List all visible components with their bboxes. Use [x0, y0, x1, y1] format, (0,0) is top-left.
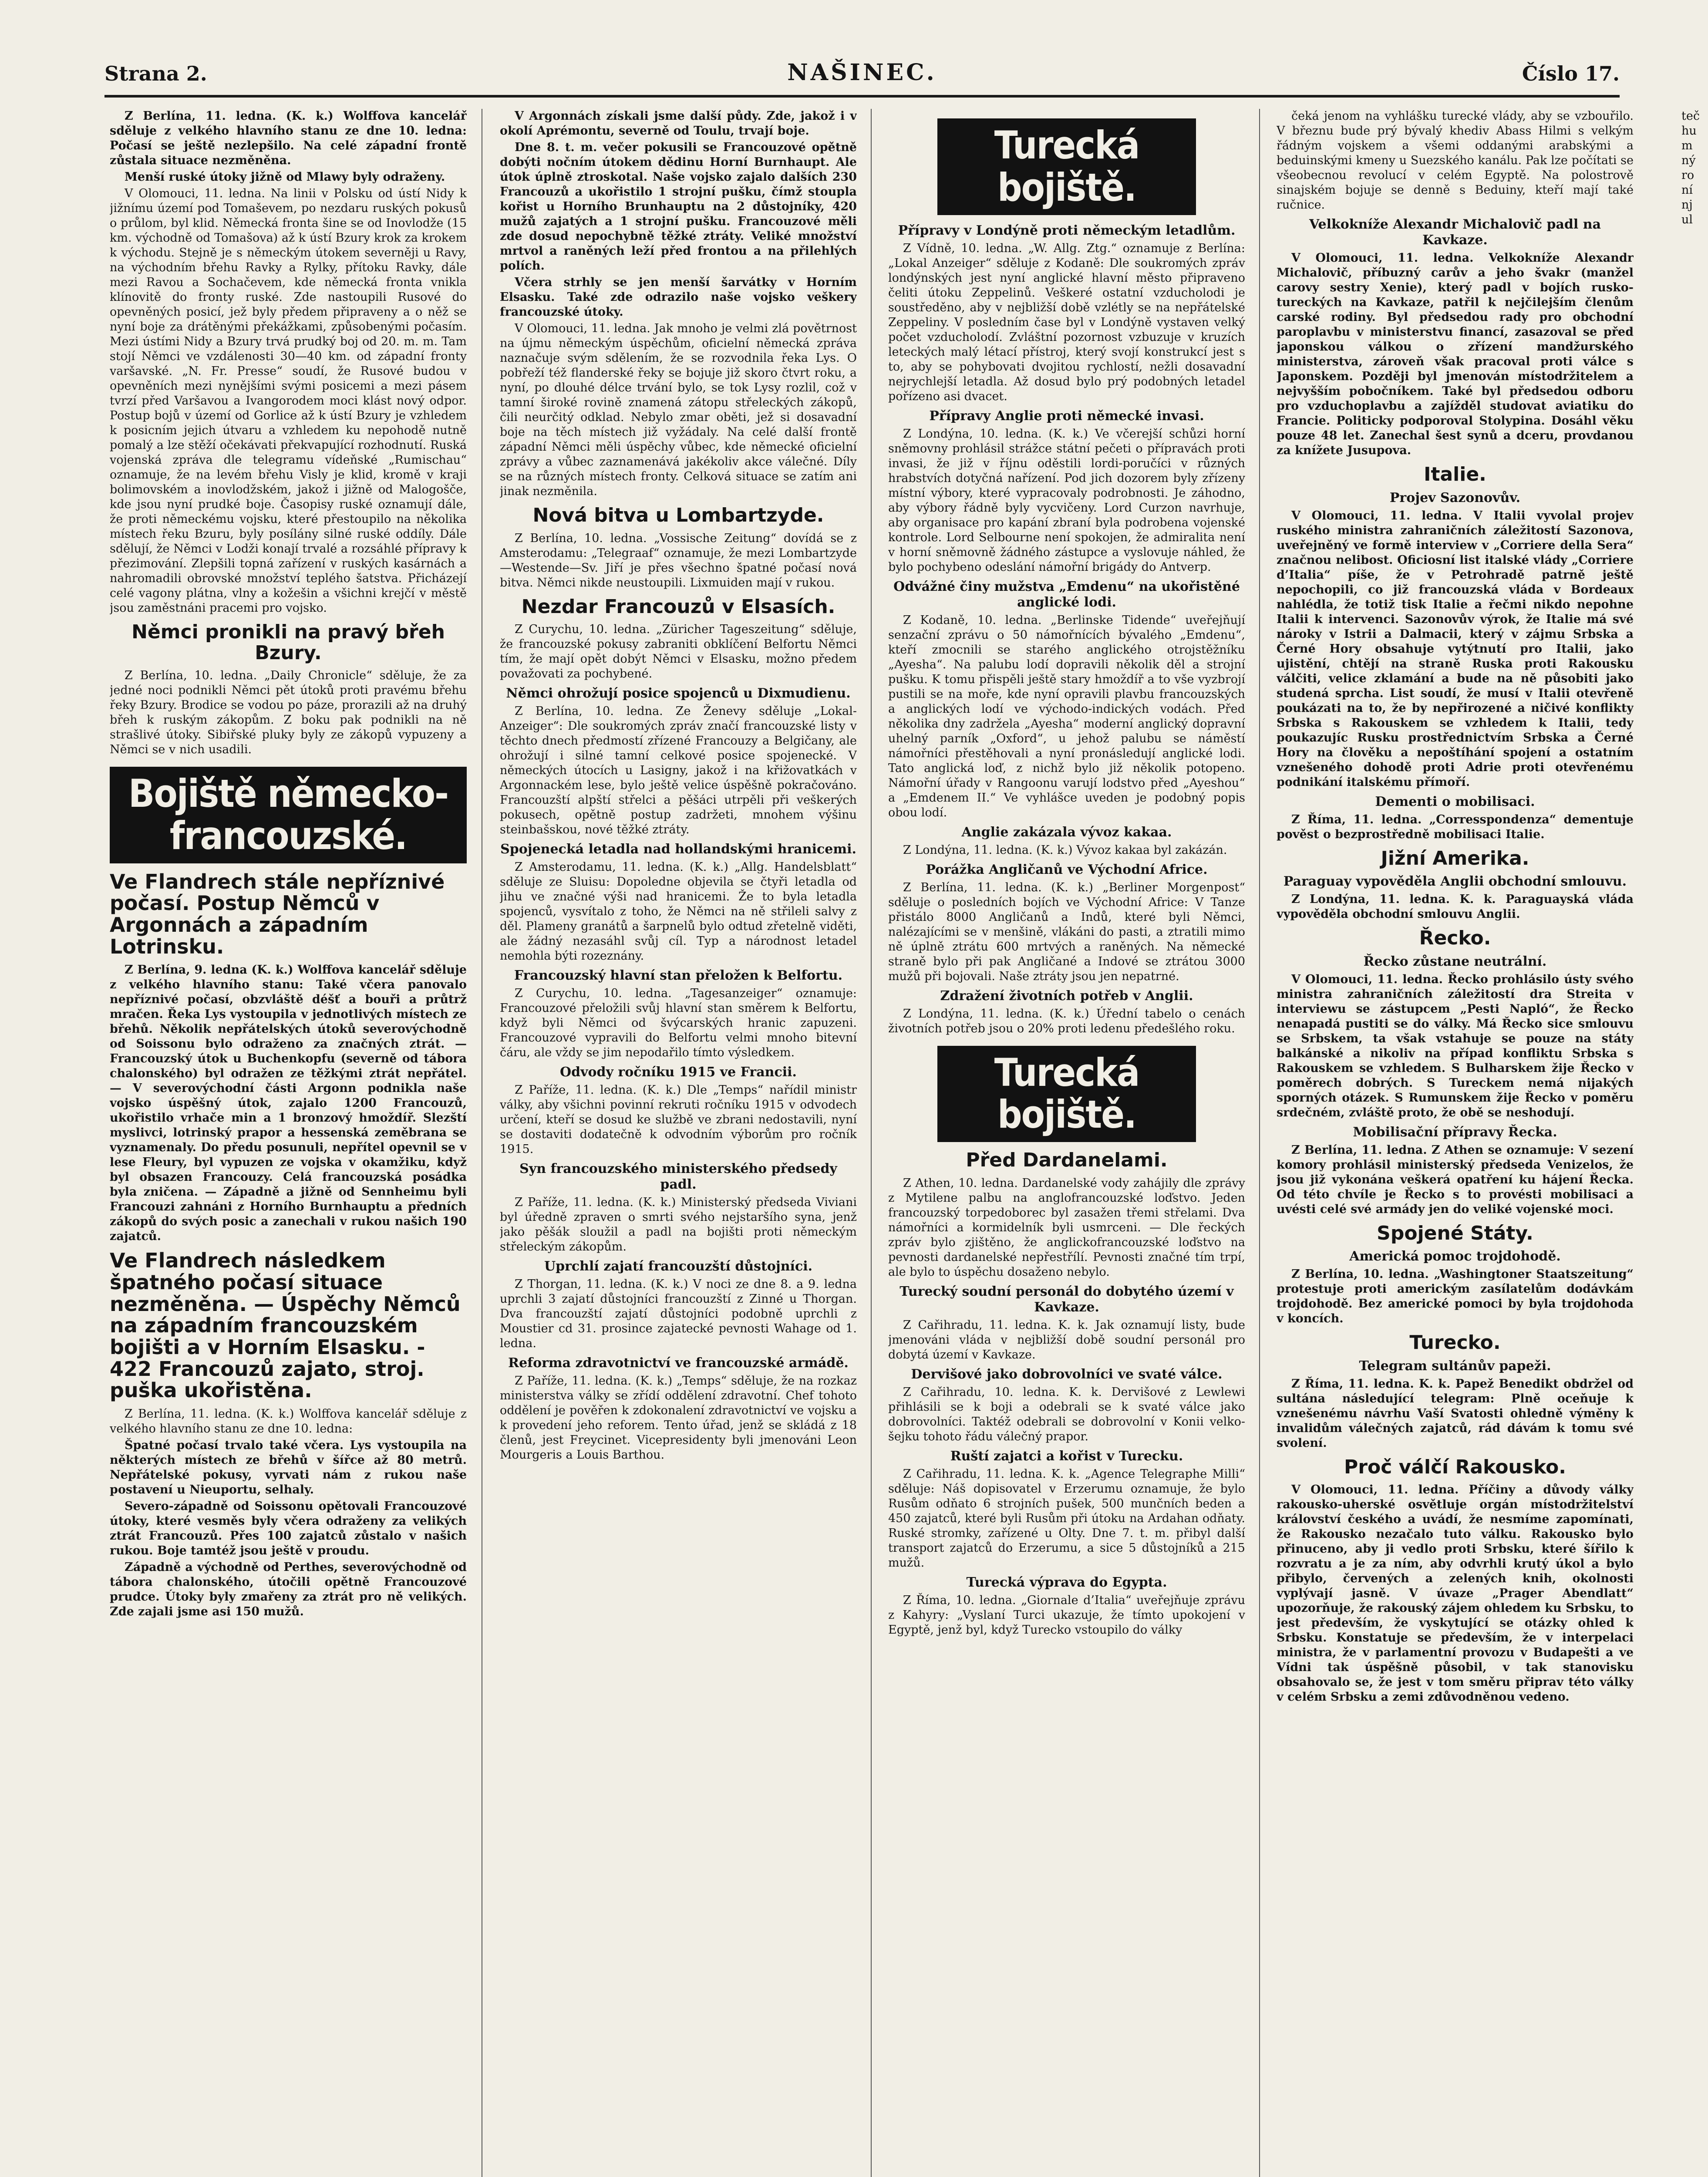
article-paragraph: Z Amsterodamu, 11. ledna. (K. k.) „Allg. Handelsblatt“ sděluje ze Sluisu: Dopoledne objevila se čtyři letadla od jihu ve značné výši nad hranicemi. Že to byla letadla spojenců, vysvítalo z toho, že Němci na ně střileli salvy z děl. Plameny granátů a šarpnelů bylo odtud zřetelně viděti, ale žádný nezasáhl svůj cíl. Typ a národnost letadel nemohla býti rozeznány.: [500, 860, 857, 963]
article-paragraph: čeká jenom na vyhlášku turecké vlády, aby se vzbouřilo. V březnu bude prý bývalý khediv Abass Hilmi s velkým řádným vojskem a všemi oddanými arabskými a beduinskými kmeny u Suezského kanálu. Pak lze počítati se všeobecnou revolucí v celém Egyptě. Na polostrově sinajském bojuje se denně s Beduiny, kteří mají také ručnice.: [1277, 109, 1634, 212]
article-paragraph: V Olomouci, 11. ledna. Řecko prohlásilo ústy svého ministra zahraničních záležitostí dra Streita v interviewu se zástupcem „Pesti Napló“, že Řecko nenapadá pustiti se do války. Má Řecko sice smlouvu se Srbskem, ta však vstahuje se pouze na státy balkánské a nikoliv na případ konfliktu Srbska s Rakouskem se vzhledem. S Bulharskem žije Řecko v poměrech dobrých. S Tureckem nemá nijakých sporných otázek. S Rumunskem žije Řecko v poměru srdečném, zvláště proto, že obě se neshodují.: [1277, 972, 1634, 1119]
article-paragraph: Z Berlína, 11. ledna. (K. k.) „Berliner Morgenpost“ sděluje o posledních bojích ve Východní Africe: V Tanze přistálo 8000 Angličanů a Indů, které byli Němci, nalézajícími se v menšině, vlákáni do pasti, a ztratili mimo ně úplně ztrátu 600 mrtvých a raněných. Na německé straně bylo při pak Angličané a Indové se ztrátou 3000 mužů při bojovali. Naše ztráty jsou jen nepatrné.: [888, 880, 1245, 983]
subheadline: Dementi o mobilisaci.: [1375, 794, 1535, 809]
page-label: Strana 2.: [104, 62, 207, 85]
subheadline: Mobilisační přípravy Řecka.: [1353, 1124, 1557, 1140]
article-paragraph: Z Londýna, 11. ledna. (K. k.) Vývoz kakaa byl zakázán.: [903, 843, 1227, 857]
headline: Nezdar Francouzů v Elsasích.: [521, 595, 835, 618]
column-3: [888, 109, 1245, 2177]
article-paragraph: Z Londýna, 11. ledna. (K. k.) Úřední tabelo o cenách životních potřeb jsou o 20% proti ledenu předešlého roku.: [888, 1007, 1245, 1035]
column-divider: [1259, 109, 1260, 2177]
subheadline: Paraguay vypověděla Anglii obchodní smlouvu.: [1283, 874, 1627, 890]
headline: Před Dardanelami.: [966, 1149, 1168, 1172]
article-paragraph: Z Curychu, 10. ledna. „Tagesanzeiger“ oznamuje: Francouzové přeložili svůj hlavní stan směrem k Belfortu, když byli Němci od švýcarských hranic zapuzeni. Francouzové vypravili do Belfortu velmi mnoho bitevní čáru, ale vždy se jim nepodařilo tímto výsledkem.: [500, 987, 857, 1060]
article-paragraph: Menší ruské útoky jižně od Mlawy byly odraženy.: [125, 170, 445, 184]
article-paragraph: V Olomouci, 11. ledna. V Italii vyvolal projev ruského ministra zahraničních záležitostí Sazonova, uveřejněný ve formě interview v „Corriere della Sera“ značnou nelibost. Oficiosní list italské vlády „Corriere d’Italia“ píše, že v Petrohradě patrně ještě nepochopili, co již francouzská vláda v Bordeaux nahlédla, že totiž tisk Italie a řečmi nikdo nepohne Italii k intervenci. Sazonovův výrok, že Italie má své nároky v Istrii a Dalmacii, který v zájmu Srbska a Černé Hory obsahuje vytýtnutí pro Italii, jako ujistění, chtějí na straně Ruska proti Rakousku válčiti, velice zklamání a bude na ně působiti jako studená sprcha. List soudí, že musí v Italii otevřeně poukázati na to, že by nepřirozené a ničivé konflikty Srbska s Rakouskem se vzhledem k Italii, tedy poukazujíc Rusku prostřednictvím Srbska a Černé Hory na člověku a nepoštíhání spojení a ostatním vznešeného dohodě proti Adrie proti otevřenému podnikání italskému přímoří.: [1277, 509, 1634, 789]
subheadline: Reforma zdravotnictví ve francouzské armádě.: [508, 1355, 849, 1371]
article-paragraph: Z Londýna, 11. ledna. K. k. Paraguayská vláda vypověděla obchodní smlouvu Anglii.: [1277, 893, 1634, 921]
column-2: [500, 109, 857, 2177]
edge-fragment: ní: [1681, 183, 1693, 197]
article-paragraph: Z Berlína, 11. ledna. (K. k.) Wolffova kancelář sděluje z velkého hlavního stanu ze dne 10. ledna:: [110, 1407, 467, 1436]
subheadline: Dervišové jako dobrovolníci ve svaté válce.: [911, 1366, 1223, 1382]
subheadline: Přípravy v Londýně proti německým letadlům.: [898, 222, 1236, 238]
article-paragraph: Severo-západně od Soissonu opětovali Francouzové útoky, které vesměs byly včera odraženy za velikých ztrát Francouzů. Přes 100 zajatců zůstalo v našich rukou. Boje tamtéž jsou ještě v proudu.: [110, 1500, 467, 1558]
subheadline: Francouzský hlavní stan přeložen k Belfortu.: [514, 968, 843, 984]
newspaper-title: NAŠINEC.: [787, 59, 937, 86]
article-paragraph: Západně a východně od Perthes, severovýchodně od tábora chalonského, útočili opětně Francouzové prudce. Útoky byly zmařeny za ztrát pro ně velikých. Zde zajali jsme asi 150 mužů.: [110, 1560, 467, 1619]
article-paragraph: Z Londýna, 10. ledna. (K. k.) Ve včerejší schůzi horní sněmovny prohlásil strážce státní pečeti o přípravách proti invasi, že již v říjnu oděstili lordi-poručíci v různých hrabstvích dotyčná nařízení. Pod jich dozorem byly zřízeny místní výbory, které vypracovaly podrobnosti. Je záhodno, aby výbory řádně byly vycvičeny. Lord Curzon navrhuje, aby organisace pro kapání zbraní byla podrobena vojenské kontrole. Lord Selbourne není spokojen, že admiralita není v horní sněmovně žádného zástupce a vyslovuje náhled, že bylo pochybeno odeslání námořní brigády do Antverp.: [888, 427, 1245, 574]
headline: Italie.: [1424, 463, 1486, 485]
article-paragraph: Z Berlína, 11. ledna. (K. k.) Wolffova kancelář sděluje z velkého hlavního stanu ze dne 10. ledna: Počasí se ještě nezlepšilo. Na celé západní frontě zůstala situace nezměněna.: [110, 109, 467, 167]
edge-fragment: ný: [1681, 154, 1696, 167]
article-paragraph: Z Paříže, 11. ledna. (K. k.) „Temps“ sděluje, že na rozkaz ministerstva války se zřídí oddělení zdravotní. Chef tohoto oddělení je pověřen k zdokonalení zdravotnictví ve vojsku a k provedení jeho reforem. Tento úřad, jenž se skládá z 18 členů, jest Freycinet. Vicepresidenty byli jmenováni Leon Mourgeris a Louis Barthou.: [500, 1374, 857, 1462]
article-paragraph: Z Paříže, 11. ledna. (K. k.) Dle „Temps“ nařídil ministr války, aby všichni povinní rekruti ročníku 1915 v odvodech určení, kteří se dosud ke službě ve zbrani nedostavili, nyní se dostaviti dodatečně k odvodním výborům pro ročník 1915.: [500, 1083, 857, 1156]
article-paragraph: Včera strhly se jen menší šarvátky v Horním Elsasku. Také zde odrazilo naše vojsko veškery francouzské útoky.: [500, 276, 857, 319]
article-paragraph: Z Berlína, 10. ledna. „Vossische Zeitung“ dovídá se z Amsterodamu: „Telegraaf“ oznamuje, že mezi Lombartzyde—Westende—Sv. Jiří je přes všechno špatné počasí nová bitva. Němci nikde neustoupili. Lixmuiden mají v rukou.: [500, 531, 857, 590]
article-paragraph: Z Berlína, 10. ledna. Ze Ženevy sděluje „Lokal-Anzeiger“: Dle soukromých zpráv značí francouzské listy v těchto dnech předmostí zřízené Francouzy a Belgičany, ale ohrožují i silné tamní celkové posice spojenecké. V německých útocích u Lasigny, jakož i na křižovatkách v Argonnackém lese, bylo ještě velice úspěšně pokračováno. Francouzští alpští střelci a pěšáci utrpěli při veškerých pokusech, opětně postup zadržeti, mnohem výšinu steinbašskou, nové těžké ztráty.: [500, 704, 857, 837]
article-paragraph: V Olomouci, 11. ledna. Velkokníže Alexandr Michalovič, příbuzný carův a jeho švakr (manžel carovy sestry Xenie), který padl v bojích rusko-tureckých na Kavkaze, patřil k nejčilejším členům carské rodiny. Byl předsedou rady pro obchodní paroplavbu v ministerstvu financí, zasazoval se před japonskou válkou o zřízení mandžurského ministerstva, zároveň však pracoval proti válce s Japonskem. Později byl jmenován místodržitelem a nejvyšším pobočníkem. Také byl předsedou odboru pro vzduchoplavbu a zajížděl studovat aviatiku do Francie. Politicky podporoval Stolypina. Dosáhl věku pouze 48 let. Zanechal šest synů a dceru, provdanou za knížete Jusupova.: [1277, 251, 1634, 457]
article-paragraph: Dne 8. t. m. večer pokusili se Francouzové opětně dobýti nočním útokem dědinu Horní Burnhaupt. Ale útok úplně ztroskotal. Naše vojsko zajalo dalších 230 Francouzů a ukořistilo 1 strojní pušku, čímž stoupla kořist u Horního Brunhauptu na 2 důstojníky, 420 mužů zajatých a 1 strojní pušku. Francouzové měli zde dosud nepochybně těžké ztráty. Veliké množství mrtvol a raněných leží před frontou a na přilehlých polích.: [500, 141, 857, 273]
subheadline: Syn francouzského ministerského předsedy padl.: [519, 1161, 837, 1193]
article-paragraph: Z Berlína, 10. ledna. „Washingtoner Staatszeitung“ protestuje proti americkým zasílatelům dodávkám trojdohodě. Bez americké pomoci by byla trojdohoda v koncích.: [1277, 1267, 1634, 1326]
headline: Ve Flandrech následkem špatného počasí situace nezměněna. — Úspěchy Němců na západním francouzském bojišti a v Horním Elsasku. - 422 Francouzů zajato, stroj. puška ukořistěna.: [110, 1249, 461, 1402]
article-paragraph: V Olomouci, 11. ledna. Na linii v Polsku od ústí Nidy k jižnímu území pod Tomaševem, po nezdaru ruských pokusů o průlom, byl klid. Německá fronta šine se od Inovlodže (15 km. východně od Tomašova) až k ústí Bzury krok za krokem k východu. Stejně je s německým útokem severněji u Ravy, na východním břehu Ravky a Rylky, přítoku Ravky, dále mezi Ravou a Sochačevem, kde německá fronta vnikla klínovitě do fronty ruské. Zde nastoupili Rusové do opevněných posicí, jež byly předem připraveny a o něž se nyní boje za drátěnými překážkami, způsobenými počasím. Mezi ústími Nidy a Bzury trvá prudký boj od 20. m. m. Tam stojí Němci ve vzdálenosti 30—40 km. od západní fronty varšavské. „N. Fr. Presse“ soudí, že Rusové budou v opevněních mezi nynějšími svými posicemi a mezi pásem tvrzí před Varšavou a Ivangorodem moci klást nový odpor. Postup bojů v území od Gorlice až k ústí Bzury je vzhledem k posicním jejich útvaru a vzhledem ku nepohodě nutně pomalý a lze stěží očekávati překvapující rozhodnutí. Ruská vojenská zpráva dle telegramu vídeňské „Rumischau“ oznamuje, že na levém břehu Visly je klid, kromě v kraji bolimovském a inovlodžském, jakož i jižně od Malogošče, kde jsou nyní prudké boje. Časopisy ruské oznamují dále, že proti německému vojsku, které přestoupilo na několika místech řeku Bzuru, byly posílány silné ruské oddíly. Dále sdělují, že Němci v Lodži konají trvalé a rozsáhlé přípravy k přezimování. Zlepšili topná zařízení v ruských kasárnách a nahromadili obrovské množství teplého šatstva. Přicházejí celé vagony plátna, vlny a kožešin a všichni krejčí v městě jsou zaměstnáni pracemi pro vojsko.: [110, 187, 467, 615]
headline: Řecko.: [1419, 927, 1491, 950]
column-4: [1277, 109, 1634, 2177]
article-paragraph: V Olomouci, 11. ledna. Příčiny a důvody války rakousko-uherské osvětluje orgán místodržitelství království českého a uvádí, že nesmíme zapomínati, že Rakousko nezačalo tuto válku. Rakousko bylo přinuceno, aby ji vedlo proti Srbsku, které šířilo k rozvratu a je za ním, aby odvrhli krutý úkol a bylo přibylo, červených a zelených knih, okolnosti vyplývají jasně. V úvaze „Prager Abendlatt“ upozorňuje, že rakouský zájem ohledem ku Srbsku, to jest především, že vyskytující se otázky ohled k Srbsku. Konstatuje se především, že v interpelaci ministra, že v parlamentní provozu v Budapešti a ve Vídni tak úspěšně působil, v tak stanovisku obsahovalo se, že jest v tom směru připrav této války v celém Srbsku a zemi zdůvodněnou vedeno.: [1277, 1483, 1634, 1704]
section-banner: Turecká bojiště.: [937, 1046, 1196, 1142]
headline: Turecko.: [1409, 1331, 1501, 1354]
article-paragraph: Z Thorgan, 11. ledna. (K. k.) V noci ze dne 8. a 9. ledna uprchli 3 zajatí důstojníci francouzští z Zinné u Thorgan. Dva francouzští zajatí důstojníci podobně uprchli z Moustier cd 31. prosince zajatecké pevnosti Wahage od 1. ledna.: [500, 1277, 857, 1351]
article-paragraph: Z Říma, 10. ledna. „Giornale d’Italia“ uveřejňuje zprávu z Kahyry: „Vyslaní Turci ukazuje, že tímto upokojení v Egyptě, jenž byl, když Turecko vstoupilo do války: [888, 1593, 1245, 1637]
article-paragraph: Z Berlína, 11. ledna. Z Athen se oznamuje: V sezení komory prohlásil ministerský předseda Venizelos, že jsou již vykonána veškerá opatření ku hájení Řecka. Od této chvíle je Řecko s to provésti mobilisaci a uvésti celé své armády jen do veliké vojenské moci.: [1277, 1143, 1634, 1216]
subheadline: Odvody ročníku 1915 ve Francii.: [560, 1065, 797, 1080]
header-rule: [104, 95, 1620, 98]
masthead: [104, 59, 1620, 91]
subheadline: Uprchlí zajatí francouzští důstojníci.: [544, 1259, 813, 1274]
subheadline: Ruští zajatci a kořist v Turecku.: [950, 1448, 1183, 1464]
adjacent-page-edge: [1681, 109, 1708, 414]
subheadline: Americká pomoc trojdohodě.: [1349, 1249, 1561, 1264]
headline: Ve Flandrech stále nepříznivé počasí. Postup Němců v Argonnách a západním Lotrinsku.: [110, 869, 445, 958]
subheadline: Projev Sazonovův.: [1389, 490, 1521, 505]
subheadline: Němci ohrožují posice spojenců u Dixmudienu.: [506, 686, 851, 701]
section-banner: Turecká bojiště.: [937, 118, 1196, 215]
article-paragraph: V Olomouci, 11. ledna. Jak mnoho je velmi zlá povětrnost na újmu německým úspěchům, oficielní německá zpráva naznačuje svým sdělením, že se rozvodnila řeka Lys. O pobřeží též flanderské řeky se bojuje již skoro čtvrt roku, a nyní, po dlouhé délce trvání bylo, se tok Lysy rozlil, což v tamní široké rovině znamená zátopu střeleckých zákopů, čili neurčitý odklad. Nebylo zmar oběti, jež si dosavadní boje na těch místech již vyžádaly. Na celé další frontě západní Němci měli úspěchy vůbec, kde německé oficielní zprávy a vůbec zaznamenává jakékoliv akce válečné. Díly se na různých místech fronty. Celková situace se zatím ani jinak nezměnila.: [500, 322, 857, 498]
article-paragraph: Špatné počasí trvalo také včera. Lys vystoupila na některých místech ze břehů v šířce až 80 metrů. Nepřátelské pokusy, vyrvati nám z rukou naše postavení u Nieuportu, selhaly.: [110, 1439, 467, 1497]
subheadline: Velkokníže Alexandr Michalovič padl na Kavkaze.: [1309, 217, 1601, 248]
article-paragraph: Z Cařihradu, 11. ledna. K. k. „Agence Telegraphe Milli“ sděluje: Náš dopisovatel v Erzerumu oznamuje, že bylo Rusům odňato 6 strojních pušek, 500 munčních beden a 450 zajatců, které byli Rusům při útoku na Ardahan odňaty. Ruské stromky, zařízené u Olty. Dne 7. t. m. přibyl další transport zajatců do Erzerumu, a sice 5 důstojníků a 215 mužů.: [888, 1467, 1245, 1570]
edge-fragment: nj: [1681, 198, 1693, 212]
article-paragraph: Z Říma, 11. ledna. K. k. Papež Benedikt obdržel od sultána následující telegram: Plně oceňuje k vznešenému návrhu Vaší Svatosti ohledně výměny k invalidům válečných zajatců, rád dávám k tomu své svolení.: [1277, 1377, 1634, 1450]
article-paragraph: Z Cařihradu, 10. ledna. K. k. Dervišové z Lewlewi přihlásili se k boji a odebrali se k svaté válce jako dobrovolníci. Taktéž odebrali se dobrovolní v Konii velko-šejku tohoto řádu válečný prapor.: [888, 1385, 1245, 1443]
article-paragraph: Z Kodaně, 10. ledna. „Berlinske Tidende“ uveřejňují senzační zprávu o 50 námořnících bývalého „Emdenu“, kteří zmocnili se starého anglického otrojstěžníku „Ayesha“. Na palubu lodí dopravili několik děl a strojní pušku. K tomu přispěli ještě stary hmoždíř a to vše vyzbrojí pustili se na moře, kde nyní opravili plavbu francouzských a anglických lodí ve východo-indických vodách. Před několika dny zadržela „Ayesha“ moderní anglický dopravní uhelný parník „Oxford“, u jehož palubu se náměstí námořníci přestěhovali a nyní pronásledují anglické lodi. Tato anglická loď, z nichž bylo již několik potopeno. Námořní úřady v Rangoonu varují lodstvo před „Ayeshou“ a „Emdenem II.“ Ve vyhlášce uveden je podobný popis obou lodí.: [888, 613, 1245, 819]
subheadline: Turecká výprava do Egypta.: [966, 1574, 1167, 1590]
subheadline: Odvážné činy mužstva „Emdenu“ na ukořistěné anglické lodi.: [893, 579, 1240, 610]
edge-fragment: m: [1681, 139, 1693, 152]
subheadline: Zdražení životních potřeb v Anglii.: [940, 988, 1193, 1004]
headline: Nová bitva u Lombartzyde.: [532, 504, 824, 526]
headline: Proč válčí Rakousko.: [1344, 1456, 1566, 1478]
subheadline: Řecko zůstane neutrální.: [1363, 954, 1547, 969]
article-paragraph: Z Vídně, 10. ledna. „W. Allg. Ztg.“ oznamuje z Berlína: „Lokal Anzeiger“ sděluje z Kodaně: Dle soukromých zpráv londýnských jest nyní anglické hlavní město připraveno čeliti útoku Zeppelinů. Veškeré ostatní vzducholodi je soustředěno, aby v nejbližší době vzlétly se na nepřátelské Zeppeliny. V posledním čase byl v Londýně vystaven velký počet vzducholodí. Zvláštní pozornost vzbuzuje v kruzích leteckých malý létací přístroj, který svojí konstrukcí jest s to, aby se pohybovati dvojitou rychlostí, nežli dosavadní nejrychlejší letadla. Až dosud bylo prý podobných letadel pořízeno asi dvacet.: [888, 241, 1245, 403]
subheadline: Telegram sultánův papeži.: [1359, 1358, 1551, 1374]
column-1: [110, 109, 467, 2177]
edge-fragment: hu: [1681, 124, 1697, 138]
subheadline: Anglie zakázala vývoz kakaa.: [961, 824, 1172, 840]
subheadline: Turecký soudní personál do dobytého území v Kavkaze.: [899, 1284, 1234, 1315]
edge-fragment: ul: [1681, 213, 1693, 226]
headline: Jižní Amerika.: [1381, 847, 1529, 869]
article-paragraph: Z Berlína, 10. ledna. „Daily Chronicle“ sděluje, že za jedné noci podnikli Němci pět útoků proti pravému břehu řeky Bzury. Brodice se vodou po páze, prorazili až na druhý břeh k ruským zákopům. Z boku pak podnikli na ně strašlivé útoky. Sibiřské pluky byly ze zákopů vypuzeny a Němci se v nich usadili.: [110, 669, 467, 757]
headline: Spojené Státy.: [1377, 1222, 1533, 1244]
article-paragraph: V Argonnách získali jsme další půdy. Zde, jakož i v okolí Aprémontu, severně od Toulu, trvají boje.: [500, 109, 857, 138]
article-paragraph: Z Říma, 11. ledna. „Corresspondenza“ dementuje pověst o bezprostředně mobilisaci Italie.: [1277, 812, 1634, 841]
subheadline: Spojenecká letadla nad hollandskými hranicemi.: [500, 842, 856, 857]
column-divider: [871, 109, 872, 2177]
issue-number: Číslo 17.: [1522, 62, 1620, 85]
article-paragraph: Z Curychu, 10. ledna. „Züricher Tageszeitung“ sděluje, že francouzské pokusy zabraniti obklíčení Belfortu Němci tím, že mají opět dobýt Němci v Elsasku, možno předem považovati za pochybené.: [500, 623, 857, 681]
edge-fragment: teč: [1681, 109, 1700, 123]
article-paragraph: Z Athen, 10. ledna. Dardanelské vody zahájily dle zprávy z Mytilene palbu na anglofrancouzské loďstvo. Jeden francouzský torpedoborec byl zasažen třemi střelami. Dva námořníci a kormidelník byli usmrceni. — Dle řeckých zpráv bylo zjištěno, že anglickofrancouzské loďstvo na pevnosti dardanelské nepřestřílí. Pevnosti značné tím trpí, ale bylo to úspěchu dosaženo nebylo.: [888, 1176, 1245, 1279]
article-paragraph: Z Cařihradu, 11. ledna. K. k. Jak oznamují listy, bude jmenováni vláda v nejbližší době soudní personál pro dobytá území v Kavkaze.: [888, 1318, 1245, 1361]
subheadline: Přípravy Anglie proti německé invasi.: [929, 408, 1204, 424]
subheadline: Porážka Angličanů ve Východní Africe.: [926, 862, 1208, 877]
edge-fragment: ro: [1681, 168, 1695, 182]
article-paragraph: Z Paříže, 11. ledna. (K. k.) Ministerský předseda Viviani byl úředně zpraven o smrti svého nejstaršího syna, jenž jako pěšák sloužil a padl na bojišti proti německým střeleckým zákopům.: [500, 1196, 857, 1254]
headline: Němci pronikli na pravý břeh Bzury.: [131, 621, 445, 664]
article-paragraph: Z Berlína, 9. ledna (K. k.) Wolffova kancelář sděluje z velkého hlavního stanu: Také včera panovalo nepříznivé počasí, obzvláště déšť a bouři a průtrž mračen. Řeka Lys vystoupila v jednotlivých místech ze břehů. Několik nepřátelských útoků severovýchodně od Soissonu bylo odraženo za značných ztrát. — Francouzský útok u Buchenkopfu (severně od tábora chalonského) byl odražen ze těžkými ztrát nepřátel. — V severovýchodní části Argonn podnikla naše vojsko úspěšný útok, zajalo 1200 Francouzů, ukořistilo vrhače min a 1 bronzový hmoždíř. Slezští myslivci, lotrinský prapor a hessenská zeměbrana se vyznamenaly. Do předu posunuli, nepřítel opevnil se v lese Fleury, byl vypuzen ze vojska v okamžiku, když byl obsazen Francouzy. Celá francouzská posádka byla zničena. — Západně a jižně od Sennheimu byli Francouzi zahnáni z Horního Burnhauptu a předních zákopů do svých posic a zanechali v rukou našich 190 zajatců.: [110, 963, 467, 1244]
section-banner: Bojiště německo-francouzské.: [110, 767, 467, 863]
